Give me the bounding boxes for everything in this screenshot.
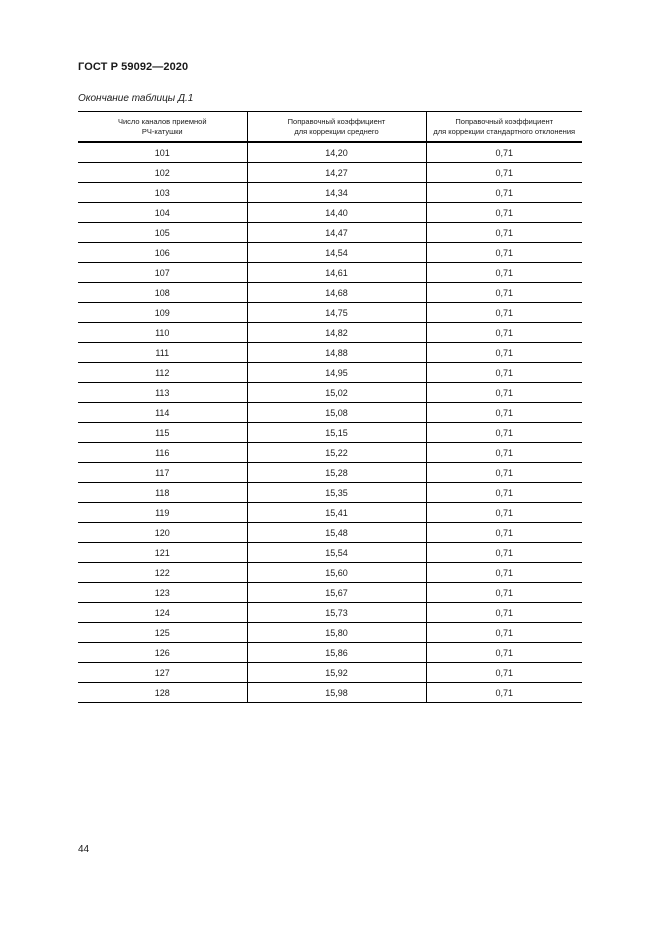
cell-channels: 117 xyxy=(78,463,247,483)
cell-channels: 107 xyxy=(78,263,247,283)
cell-mean-coefficient: 14,34 xyxy=(247,183,426,203)
cell-channels: 123 xyxy=(78,583,247,603)
table-row xyxy=(78,623,582,643)
cell-sd-coefficient: 0,71 xyxy=(426,403,582,423)
cell-mean-coefficient: 15,41 xyxy=(247,503,426,523)
cell-sd-coefficient: 0,71 xyxy=(426,523,582,543)
cell-sd-coefficient: 0,71 xyxy=(426,583,582,603)
table-row xyxy=(78,323,582,343)
table-row xyxy=(78,403,582,423)
table-row xyxy=(78,423,582,443)
cell-sd-coefficient: 0,71 xyxy=(426,363,582,383)
cell-mean-coefficient: 15,54 xyxy=(247,543,426,563)
cell-sd-coefficient: 0,71 xyxy=(426,163,582,183)
cell-channels: 114 xyxy=(78,403,247,423)
cell-mean-coefficient: 14,27 xyxy=(247,163,426,183)
cell-sd-coefficient: 0,71 xyxy=(426,423,582,443)
column-header-line: для коррекции стандартного отклонения xyxy=(433,126,576,136)
cell-mean-coefficient: 14,75 xyxy=(247,303,426,323)
cell-channels: 101 xyxy=(78,142,247,163)
cell-mean-coefficient: 14,88 xyxy=(247,343,426,363)
table-row xyxy=(78,643,582,663)
table-row xyxy=(78,503,582,523)
table-row xyxy=(78,163,582,183)
cell-channels: 102 xyxy=(78,163,247,183)
cell-channels: 109 xyxy=(78,303,247,323)
cell-sd-coefficient: 0,71 xyxy=(426,643,582,663)
table-row xyxy=(78,483,582,503)
cell-channels: 111 xyxy=(78,343,247,363)
table-row xyxy=(78,543,582,563)
cell-channels: 119 xyxy=(78,503,247,523)
table-row xyxy=(78,203,582,223)
cell-sd-coefficient: 0,71 xyxy=(426,263,582,283)
table-row xyxy=(78,683,582,703)
cell-sd-coefficient: 0,71 xyxy=(426,343,582,363)
table-row xyxy=(78,563,582,583)
table-row xyxy=(78,263,582,283)
cell-channels: 108 xyxy=(78,283,247,303)
cell-channels: 116 xyxy=(78,443,247,463)
cell-channels: 124 xyxy=(78,603,247,623)
column-header-line: Поправочный коэффициент xyxy=(455,116,554,126)
table-row xyxy=(78,142,582,163)
cell-mean-coefficient: 15,15 xyxy=(247,423,426,443)
cell-sd-coefficient: 0,71 xyxy=(426,283,582,303)
cell-mean-coefficient: 14,47 xyxy=(247,223,426,243)
cell-mean-coefficient: 15,22 xyxy=(247,443,426,463)
cell-sd-coefficient: 0,71 xyxy=(426,503,582,523)
column-header-line: для коррекции среднего xyxy=(294,126,379,136)
cell-sd-coefficient: 0,71 xyxy=(426,183,582,203)
table-row xyxy=(78,383,582,403)
cell-mean-coefficient: 15,08 xyxy=(247,403,426,423)
table-row xyxy=(78,463,582,483)
cell-sd-coefficient: 0,71 xyxy=(426,463,582,483)
cell-channels: 103 xyxy=(78,183,247,203)
table-row xyxy=(78,343,582,363)
cell-sd-coefficient: 0,71 xyxy=(426,543,582,563)
table-row xyxy=(78,663,582,683)
cell-sd-coefficient: 0,71 xyxy=(426,683,582,703)
cell-sd-coefficient: 0,71 xyxy=(426,483,582,503)
cell-sd-coefficient: 0,71 xyxy=(426,323,582,343)
cell-channels: 104 xyxy=(78,203,247,223)
cell-channels: 120 xyxy=(78,523,247,543)
cell-mean-coefficient: 14,82 xyxy=(247,323,426,343)
column-header-line: Поправочный коэффициент xyxy=(287,116,386,126)
cell-channels: 125 xyxy=(78,623,247,643)
cell-channels: 106 xyxy=(78,243,247,263)
table-caption: Окончание таблицы Д.1 xyxy=(78,93,194,104)
table-row xyxy=(78,223,582,243)
cell-channels: 105 xyxy=(78,223,247,243)
cell-channels: 121 xyxy=(78,543,247,563)
cell-mean-coefficient: 15,02 xyxy=(247,383,426,403)
column-header-line: РЧ-катушки xyxy=(141,126,183,136)
table-row xyxy=(78,303,582,323)
table-header-row xyxy=(78,112,582,143)
column-header-line: Число каналов приемной xyxy=(117,116,207,126)
cell-mean-coefficient: 14,61 xyxy=(247,263,426,283)
cell-sd-coefficient: 0,71 xyxy=(426,563,582,583)
column-header-channels xyxy=(78,112,247,143)
cell-mean-coefficient: 14,20 xyxy=(247,142,426,163)
cell-sd-coefficient: 0,71 xyxy=(426,443,582,463)
cell-mean-coefficient: 15,67 xyxy=(247,583,426,603)
cell-mean-coefficient: 15,48 xyxy=(247,523,426,543)
cell-sd-coefficient: 0,71 xyxy=(426,623,582,643)
cell-sd-coefficient: 0,71 xyxy=(426,603,582,623)
cell-mean-coefficient: 14,95 xyxy=(247,363,426,383)
table-row xyxy=(78,283,582,303)
cell-sd-coefficient: 0,71 xyxy=(426,303,582,323)
table-row xyxy=(78,603,582,623)
page-number: 44 xyxy=(78,844,90,855)
cell-mean-coefficient: 14,54 xyxy=(247,243,426,263)
column-header-sd-coefficient xyxy=(426,112,582,143)
table-body xyxy=(78,142,582,703)
table-row xyxy=(78,583,582,603)
cell-sd-coefficient: 0,71 xyxy=(426,203,582,223)
correction-coefficients-table xyxy=(78,111,582,703)
cell-channels: 126 xyxy=(78,643,247,663)
cell-mean-coefficient: 15,35 xyxy=(247,483,426,503)
cell-mean-coefficient: 15,28 xyxy=(247,463,426,483)
cell-mean-coefficient: 14,40 xyxy=(247,203,426,223)
cell-mean-coefficient: 14,68 xyxy=(247,283,426,303)
cell-channels: 127 xyxy=(78,663,247,683)
cell-sd-coefficient: 0,71 xyxy=(426,663,582,683)
table-row xyxy=(78,523,582,543)
cell-sd-coefficient: 0,71 xyxy=(426,142,582,163)
table-row xyxy=(78,183,582,203)
cell-channels: 112 xyxy=(78,363,247,383)
cell-sd-coefficient: 0,71 xyxy=(426,223,582,243)
cell-channels: 118 xyxy=(78,483,247,503)
table-row xyxy=(78,363,582,383)
cell-channels: 122 xyxy=(78,563,247,583)
cell-channels: 113 xyxy=(78,383,247,403)
cell-mean-coefficient: 15,92 xyxy=(247,663,426,683)
cell-mean-coefficient: 15,86 xyxy=(247,643,426,663)
cell-mean-coefficient: 15,60 xyxy=(247,563,426,583)
cell-mean-coefficient: 15,98 xyxy=(247,683,426,703)
cell-channels: 110 xyxy=(78,323,247,343)
table-row xyxy=(78,243,582,263)
cell-sd-coefficient: 0,71 xyxy=(426,383,582,403)
table-row xyxy=(78,443,582,463)
document-title: ГОСТ Р 59092—2020 xyxy=(78,61,189,73)
column-header-mean-coefficient xyxy=(247,112,426,143)
cell-sd-coefficient: 0,71 xyxy=(426,243,582,263)
cell-mean-coefficient: 15,80 xyxy=(247,623,426,643)
cell-channels: 128 xyxy=(78,683,247,703)
cell-mean-coefficient: 15,73 xyxy=(247,603,426,623)
cell-channels: 115 xyxy=(78,423,247,443)
